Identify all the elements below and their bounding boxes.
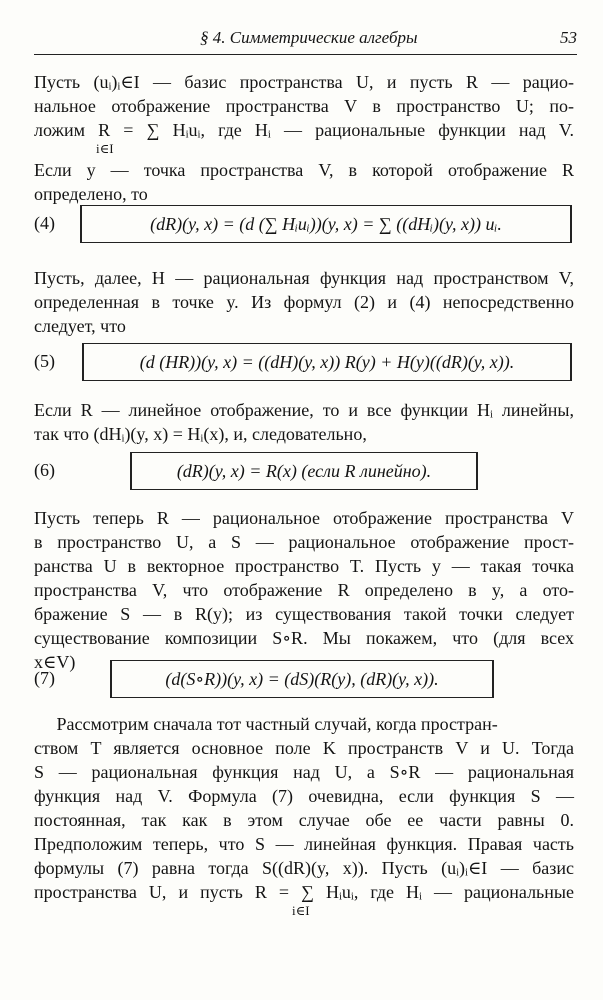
text-line: определено, то <box>34 184 148 204</box>
equation-number: (7) <box>34 668 55 688</box>
equation-7 <box>34 660 574 700</box>
sum-subscript: i∈I <box>96 141 114 156</box>
text-line: формулы (7) равна тогда S((dR)(y, x)). Пусть (uᵢ)ᵢ∈I — базис <box>34 858 574 878</box>
text-line: нальное отображение пространства V в пространство U; по- <box>34 96 574 116</box>
equation-text: (d (HR))(y, x) = ((dH)(y, x)) R(y) + H(y)((dR)(y, x)). <box>139 351 515 372</box>
equation-box <box>80 205 572 243</box>
text-line: ложим R = ∑ Hᵢuᵢ, где Hᵢ — рациональные функции над V. <box>34 120 574 140</box>
text-line: бражение S — в R(y); из существования такой точки следует <box>34 604 574 624</box>
text-line: пространства V, что отображение R определено в y, а ото- <box>34 580 574 600</box>
text-line: функция над V. Формула (7) очевидна, если функция S — <box>34 786 574 806</box>
equation-number: (5) <box>34 351 55 371</box>
text-line: Если R — линейное отображение, то и все функции Hᵢ линейны, <box>34 400 574 420</box>
page-number: 53 <box>560 28 577 47</box>
text-line: ством T является основное поле K пространств V и U. Тогда <box>34 738 574 758</box>
text-line: в пространство U, а S — рациональное отображение прост- <box>34 532 574 552</box>
equation-box <box>110 660 494 698</box>
text-line: Если y — точка пространства V, в которой отображение R <box>34 160 574 180</box>
text-line: ранства U в векторное пространство T. Пусть y — такая точка <box>34 556 574 576</box>
text-line: так что (dHᵢ)(y, x) = Hᵢ(x), и, следовательно, <box>34 424 367 444</box>
section-title: § 4. Симметрические алгебры <box>200 28 418 47</box>
text-line: Предположим теперь, что S — линейная функция. Правая часть <box>34 834 574 854</box>
sum-subscript: i∈I <box>292 903 310 918</box>
equation-text: (dR)(y, x) = (d (∑ Hᵢuᵢ))(y, x) = ∑ ((dHᵢ)(y, x)) uᵢ. <box>150 213 502 234</box>
text-line: Пусть теперь R — рациональное отображение пространства V <box>34 508 574 528</box>
paragraph-1 <box>34 70 574 206</box>
equation-4 <box>34 205 574 245</box>
paragraph-4 <box>34 506 574 674</box>
text-line: постоянная, так как в этом случае обе ее части равны 0. <box>34 810 574 830</box>
equation-number: (4) <box>34 213 55 233</box>
text-line: следует, что <box>34 316 126 336</box>
text-line: S — рациональная функция над U, а S∘R — рациональная <box>34 762 574 782</box>
paragraph-5 <box>34 712 574 920</box>
text-line: определенная в точке y. Из формул (2) и (4) непосредственно <box>34 292 574 312</box>
paragraph-3 <box>34 398 574 446</box>
equation-box <box>130 452 478 490</box>
running-header <box>34 20 577 55</box>
text-line: пространства U, и пусть R = ∑ Hᵢuᵢ, где Hᵢ — рациональные <box>34 882 574 902</box>
equation-text: (dR)(y, x) = R(x) (если R линейно). <box>176 460 432 481</box>
equation-number: (6) <box>34 460 55 480</box>
text-line: x∈V) <box>34 652 76 672</box>
equation-box <box>82 343 572 381</box>
paragraph-2 <box>34 266 574 338</box>
text-line: Пусть (uᵢ)ᵢ∈I — базис пространства U, и пусть R — рацио- <box>34 72 574 92</box>
text-line: Пусть, далее, H — рациональная функция над пространством V, <box>34 268 574 288</box>
equation-text: (d(S∘R))(y, x) = (dS)(R(y), (dR)(y, x)). <box>165 668 439 689</box>
equation-6 <box>34 452 574 492</box>
text-line: Рассмотрим сначала тот частный случай, когда простран- <box>34 714 498 734</box>
equation-5 <box>34 343 574 383</box>
text-line: существование композиции S∘R. Мы покажем, что (для всех <box>34 628 574 648</box>
